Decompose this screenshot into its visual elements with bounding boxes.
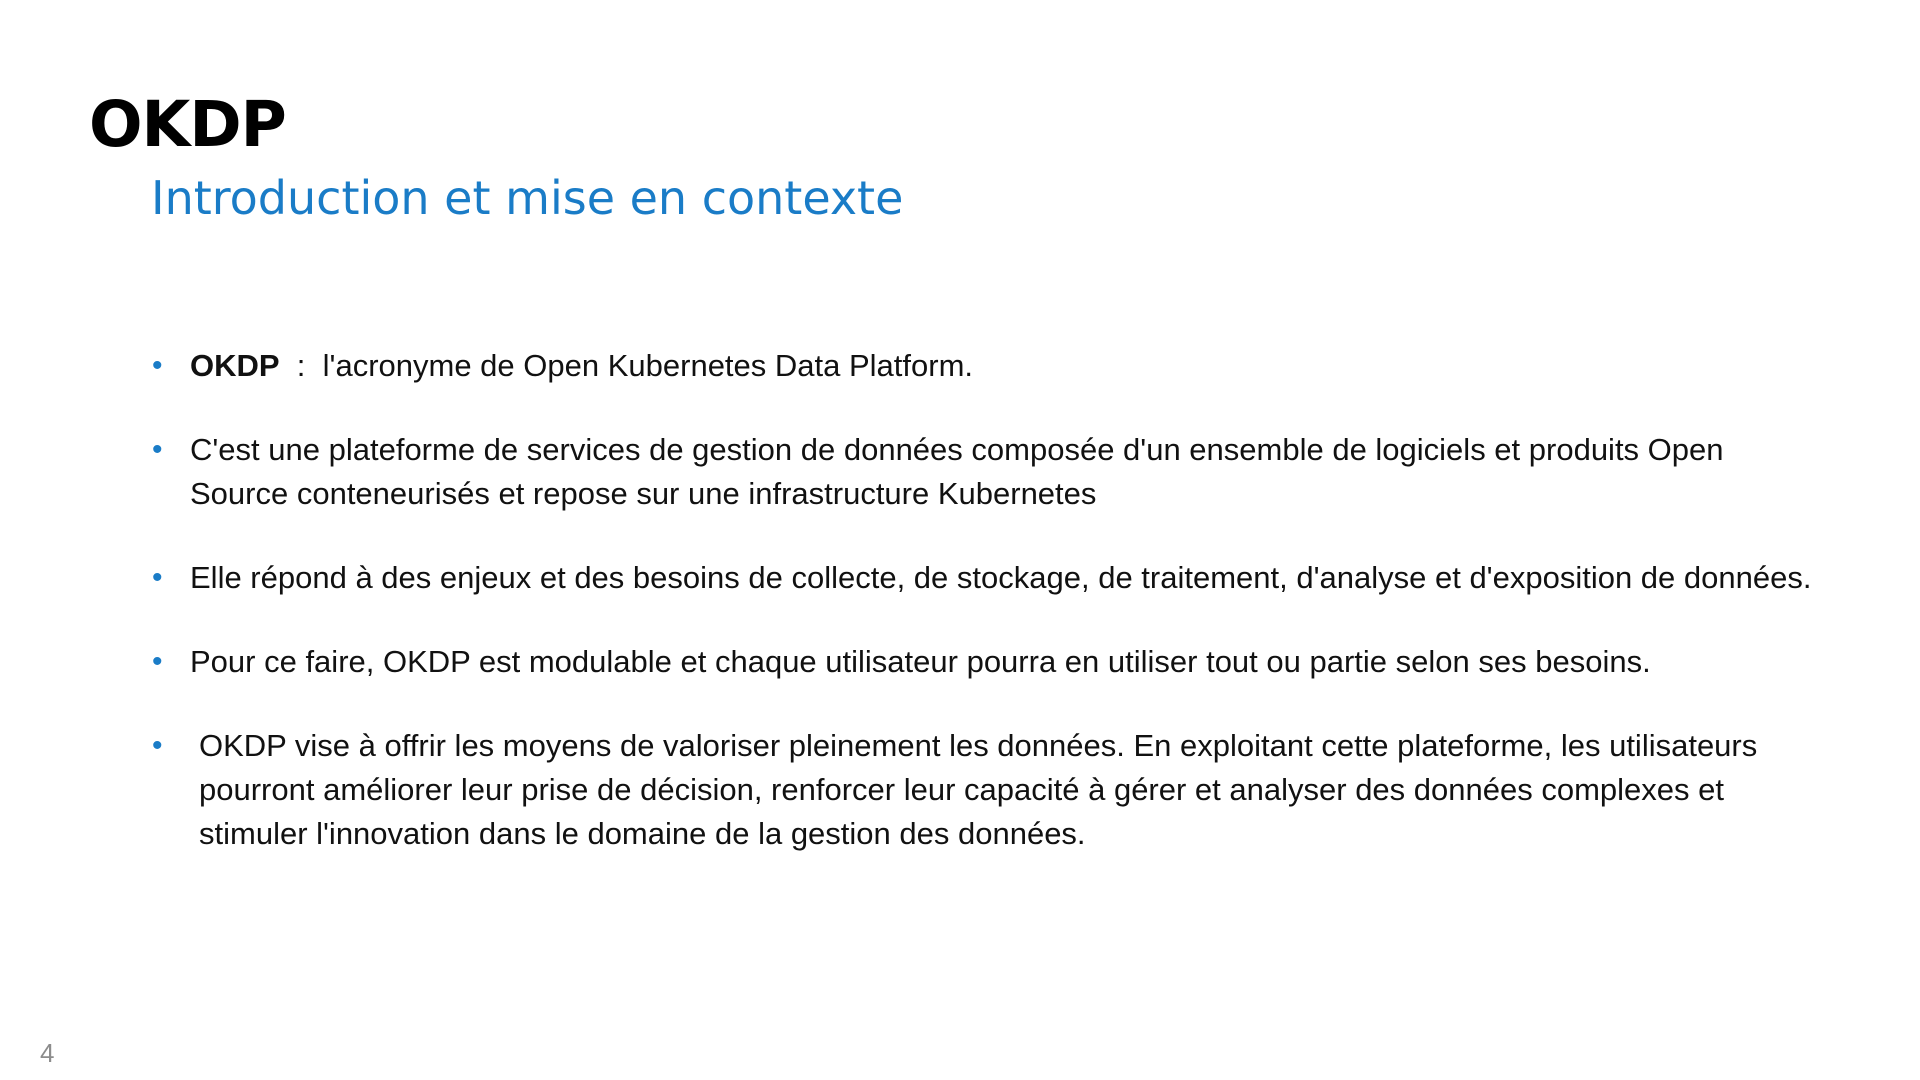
bullet-separator: : [279,348,323,383]
bullet-item-goals [150,724,1830,856]
bullet-text: OKDP vise à offrir les moyens de valoriser pleinement les données. En exploitant cette plateforme, les utilisateurs pourront améliorer leur prise de décision, renforcer leur capacité à gérer et analyser des données complexes et stimuler l'innovation dans le domaine de la gestion des données. [199,728,1758,851]
bullet-text: Pour ce faire, OKDP est modulable et chaque utilisateur pourra en utiliser tout ou partie selon ses besoins. [190,644,1651,679]
bullet-item-needs [150,556,1830,600]
bullet-term: OKDP [190,348,280,383]
slide-title: OKDP [89,88,286,161]
bullet-icon: • [152,433,163,466]
bullet-text: Elle répond à des enjeux et des besoins de collecte, de stockage, de traitement, d'analyse et d'exposition de données. [190,560,1812,595]
bullet-item-definition [150,344,1830,388]
page-number: 4 [40,1038,55,1068]
bullet-icon: • [152,645,163,678]
bullet-icon: • [152,349,163,382]
bullet-list [150,344,1830,896]
bullet-text: l'acronyme de Open Kubernetes Data Platform. [322,348,974,383]
slide-subtitle: Introduction et mise en contexte [151,171,904,225]
bullet-icon: • [152,729,163,762]
bullet-item-platform [150,428,1830,516]
bullet-item-modular [150,640,1830,684]
bullet-text: C'est une plateforme de services de gestion de données composée d'un ensemble de logiciels et produits Open Source conteneurisés et repose sur une infrastructure Kubernetes [190,432,1724,511]
bullet-icon: • [152,561,163,594]
